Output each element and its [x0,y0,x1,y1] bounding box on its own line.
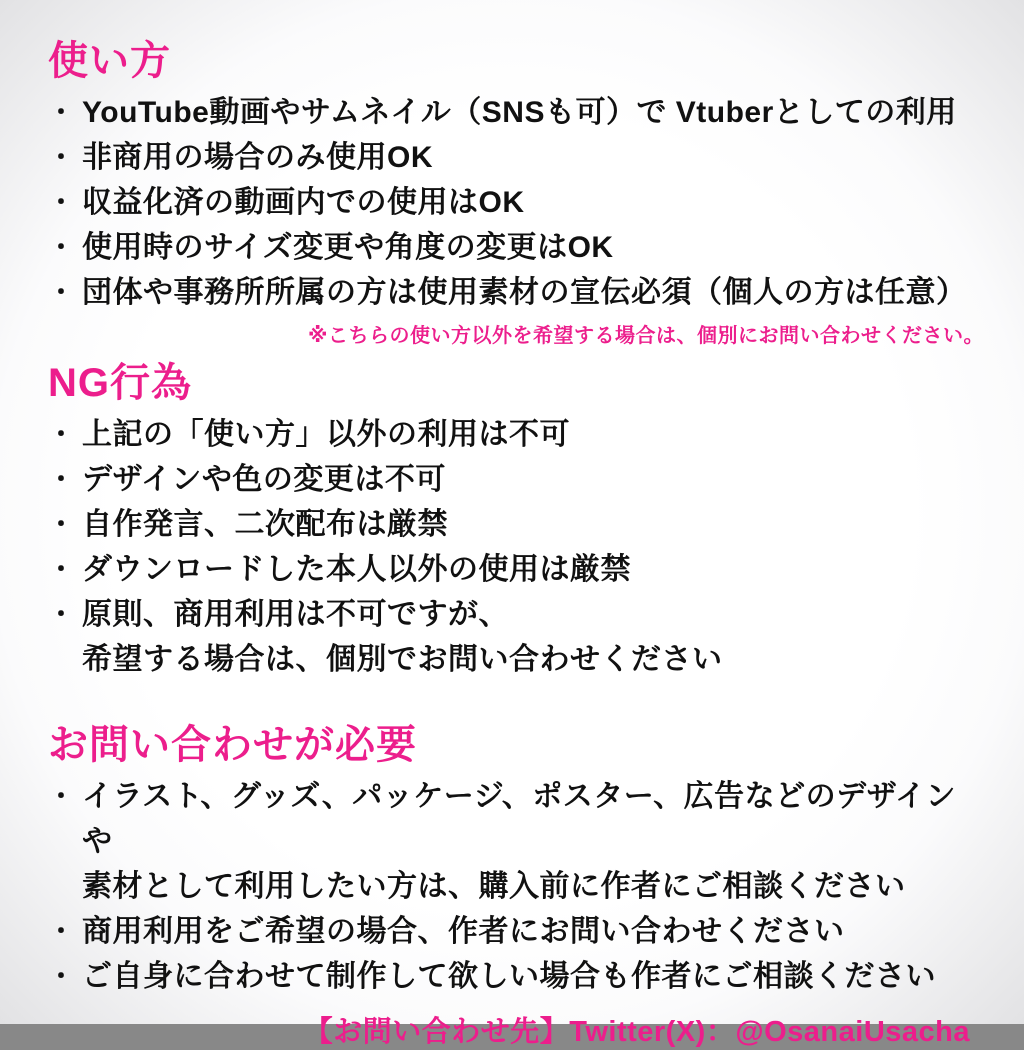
item-text: 団体や事務所所属の方は使用素材の宣伝必須（個人の方は任意） [82,276,967,309]
item-text: ご自身に合わせて制作して欲しい場合も作者にご相談ください [82,960,936,993]
bullet-glyph: ・ [48,464,75,494]
bullet-glyph: ・ [48,232,75,262]
section-inquiry-required [48,722,984,999]
item-text: 商用利用をご希望の場合、作者にお問い合わせください [82,915,845,948]
contact-line: 【お問い合わせ先】Twitter(X)：@OsanaiUsacha [303,1016,970,1048]
bullet-item-continuation [48,864,984,909]
bullet-item [48,909,984,954]
bullet-item [48,774,984,864]
bullet-glyph: ・ [48,916,75,946]
section-heading-prohibited: NG行為 [48,361,192,405]
item-text: 自作発言、二次配布は厳禁 [82,508,448,541]
bullet-list [48,774,984,999]
bullet-glyph: ・ [48,187,75,217]
section-usage [48,38,984,348]
bullet-item [48,592,984,637]
bullet-item [48,412,984,457]
bullet-item [48,547,984,592]
item-text: 使用時のサイズ変更や角度の変更はOK [82,231,614,264]
item-text: YouTube動画やサムネイル（SNSも可）で Vtuberとしての利用 [82,96,957,129]
bullet-glyph: ・ [48,599,75,629]
bullet-list [48,412,984,682]
item-text: 収益化済の動画内での使用はOK [82,186,525,219]
bullet-glyph: ・ [48,277,75,307]
bullet-item [48,180,984,225]
bullet-glyph: ・ [48,509,75,539]
item-text: 非商用の場合のみ使用OK [82,141,433,174]
bullet-glyph: ・ [48,554,75,584]
bullet-item [48,457,984,502]
bullet-item [48,270,984,315]
bullet-item [48,954,984,999]
bullet-glyph: ・ [48,97,75,127]
usage-note: ※こちらの使い方以外を希望する場合は、個別にお問い合わせください。 [308,325,984,347]
bullet-item [48,225,984,270]
bullet-item [48,90,984,135]
item-text: ダウンロードした本人以外の使用は厳禁 [82,553,631,586]
item-text: 原則、商用利用は不可ですが、 [82,598,509,631]
bullet-glyph: ・ [48,142,75,172]
bullet-item [48,135,984,180]
bullet-glyph: ・ [48,781,75,811]
bullet-list [48,90,984,315]
bullet-item-continuation [48,637,984,682]
item-text: デザインや色の変更は不可 [82,463,446,496]
bullet-item [48,502,984,547]
section-heading-usage: 使い方 [48,39,171,83]
item-text: 希望する場合は、個別でお問い合わせください [82,643,723,676]
bullet-glyph: ・ [48,419,75,449]
item-text: イラスト、グッズ、パッケージ、ポスター、広告などのデザインや [82,780,956,858]
section-prohibited [48,360,984,682]
sections-container [48,38,984,999]
section-heading-inquiry-required: お問い合わせが必要 [48,723,417,767]
item-text: 素材として利用したい方は、購入前に作者にご相談ください [82,870,906,903]
item-text: 上記の「使い方」以外の利用は不可 [82,418,570,451]
bullet-glyph: ・ [48,961,75,991]
